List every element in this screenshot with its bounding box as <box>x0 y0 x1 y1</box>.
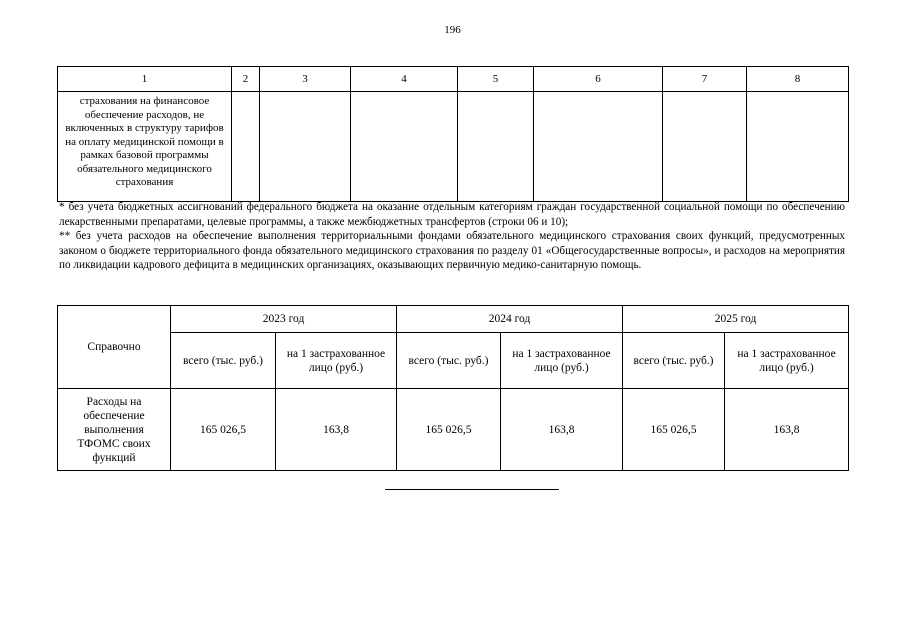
empty-cell <box>260 92 351 202</box>
value-cell: 163,8 <box>501 389 623 471</box>
value-cell: 163,8 <box>725 389 849 471</box>
page-number: 196 <box>444 24 461 36</box>
closing-rule <box>385 489 559 490</box>
subheader-row <box>58 333 849 389</box>
value-cell: 165 026,5 <box>397 389 501 471</box>
year-2025-header: 2025 год <box>623 306 849 333</box>
column-number-row <box>58 67 849 92</box>
value-cell: 165 026,5 <box>623 389 725 471</box>
table-row <box>58 389 849 471</box>
empty-cell <box>663 92 747 202</box>
column-number: 2 <box>232 67 260 92</box>
column-number: 1 <box>58 67 232 92</box>
value-cell: 163,8 <box>276 389 397 471</box>
subheader-total: всего (тыс. руб.) <box>397 333 501 389</box>
corner-label: Справочно <box>58 306 171 389</box>
empty-cell <box>747 92 849 202</box>
table-row <box>58 92 849 202</box>
subheader-per-person: на 1 застрахованное лицо (руб.) <box>501 333 623 389</box>
year-header-row <box>58 306 849 333</box>
subheader-total: всего (тыс. руб.) <box>623 333 725 389</box>
subheader-total: всего (тыс. руб.) <box>171 333 276 389</box>
value-cell: 165 026,5 <box>171 389 276 471</box>
column-number: 8 <box>747 67 849 92</box>
column-number: 7 <box>663 67 747 92</box>
footnotes <box>59 200 845 273</box>
year-2023-header: 2023 год <box>171 306 397 333</box>
reference-table <box>57 305 849 471</box>
column-number: 4 <box>351 67 458 92</box>
empty-cell <box>534 92 663 202</box>
empty-cell <box>458 92 534 202</box>
column-number: 6 <box>534 67 663 92</box>
year-2024-header: 2024 год <box>397 306 623 333</box>
footnote-1: * без учета бюджетных ассигнований федерального бюджета на оказание отдельным категориям граждан государственной социальной помощи по обеспечению лекарственными препаратами, целевые программы, а также межбюджетных трансфертов (строки 06 и 10); <box>59 201 845 228</box>
row-label: Расходы на обеспечение выполнения ТФОМС своих функций <box>58 389 171 471</box>
column-number: 3 <box>260 67 351 92</box>
empty-cell <box>232 92 260 202</box>
subheader-per-person: на 1 застрахованное лицо (руб.) <box>725 333 849 389</box>
footnote-2: ** без учета расходов на обеспечение выполнения территориальными фондами обязательного медицинского страхования своих функций, предусмотренных законом о бюджете территориального фонда обязательного медицинского страхования по разделу 01 «Общегосударственные вопросы», и расходов на мероприятия по ликвидации кадрового дефицита в медицинских организациях, оказывающих первичную медико-санитарную помощь. <box>59 230 845 272</box>
empty-cell <box>351 92 458 202</box>
row-label: страхования на финансовое обеспечение расходов, не включенных в структуру тарифов на оплату медицинской помощи в рамках базовой программы обязательного медицинского страхования <box>58 92 232 202</box>
column-number: 5 <box>458 67 534 92</box>
subheader-per-person: на 1 застрахованное лицо (руб.) <box>276 333 397 389</box>
continuation-table <box>57 66 849 202</box>
